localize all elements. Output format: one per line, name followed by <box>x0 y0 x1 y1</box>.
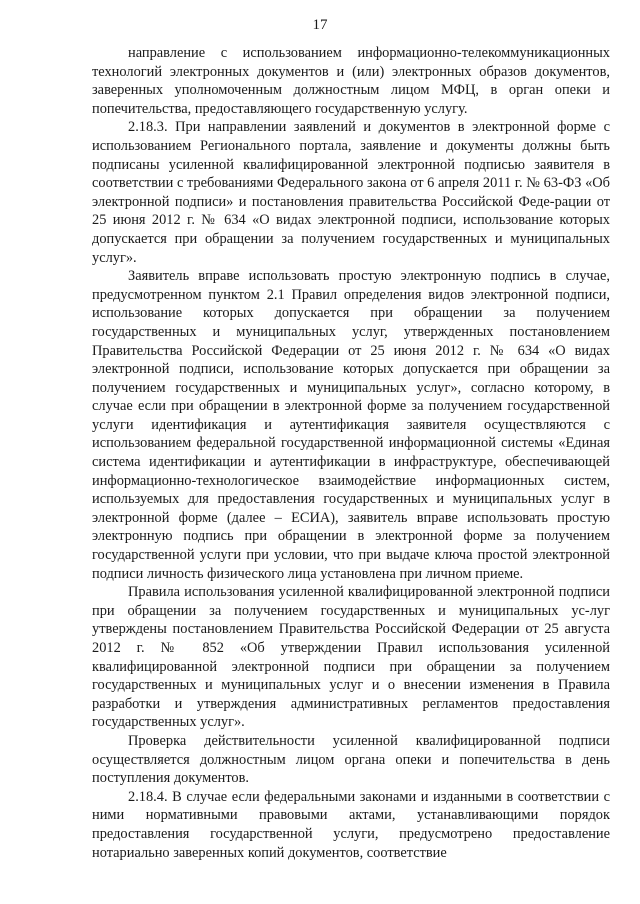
paragraph-signature-rules: Правила использования усиленной квалифицированной электронной подписи при обращении за получением государственных и муниципальных ус-луг утверждены постановлением Правительства Российской Федерации от 25 августа 2012 г. № 852 «Об утверждении Правил использования усиленной квалифицированной электронной подписи при обращении за получением государственных и муниципальных услуг и о внесении изменения в Правила разработки и утверждения административных регламентов предоставления государственных услуг». <box>92 584 610 731</box>
paragraph-simple-signature: Заявитель вправе использовать простую электронную подпись в случае, предусмотренном пунктом 2.1 Правил определения видов электронной подписи, использование которых допускается при обращении за получением государственных и муниципальных услуг, утвержденных постановлением Правительства Российской Федерации от 25 июня 2012 г. № 634 «О видах электронной подписи, использование которых допускается при обращении за получением государственных и муниципальных услуг», согласно которому, в случае если при обращении в электронной форме за получением государственной услуги идентификация и аутентификация заявителя осуществляются с использованием федеральной государственной информационной системы «Единая система идентификации и аутентификации в инфраструктуре, обеспечивающей информационно-технологическое взаимодействие информационных систем, используемых для предоставления государственных и муниципальных услуг в электронной форме (далее – ЕСИА), заявитель вправе использовать простую электронную подпись при обращении в электронной форме за получением государственной услуги при условии, что при выдаче ключа простой электронной подписи личность физического лица установлена при личном приеме. <box>92 268 610 582</box>
paragraph-2-18-3: 2.18.3. При направлении заявлений и документов в электронной форме с использованием Регионального портала, заявление и документы должны быть подписаны усиленной квалифицированной электронной подписью заявителя в соответствии с требованиями Федерального закона от 6 апреля 2011 г. № 63-ФЗ «Об электронной подписи» и постановления правительства Российской Феде-рации от 25 июня 2012 г. № 634 «О видах электронной подписи, использование которых допускается при обращении за получением государственных и муниципальных услуг». <box>92 119 610 266</box>
paragraph-continuation: направление с использованием информационно-телекоммуникационных технологий электронных документов и (или) электронных образов документов, заверенных уполномоченным должностным лицом МФЦ, в орган опеки и попечительства, предоставляющего государственную услугу. <box>92 45 610 117</box>
paragraph-2-18-4: 2.18.4. В случае если федеральными законами и изданными в соответствии с ними нормативными правовыми актами, устанавливающими порядок предоставления государственной услуги, предусмотрено предоставление нотариально заверенных копий документов, соответствие <box>92 788 610 861</box>
paragraph-signature-verification: Проверка действительности усиленной квалифицированной подписи осуществляется должностным лицом органа опеки и попечительства в день поступления документов. <box>92 732 610 787</box>
document-body <box>92 44 610 862</box>
page-number: 17 <box>312 17 328 33</box>
